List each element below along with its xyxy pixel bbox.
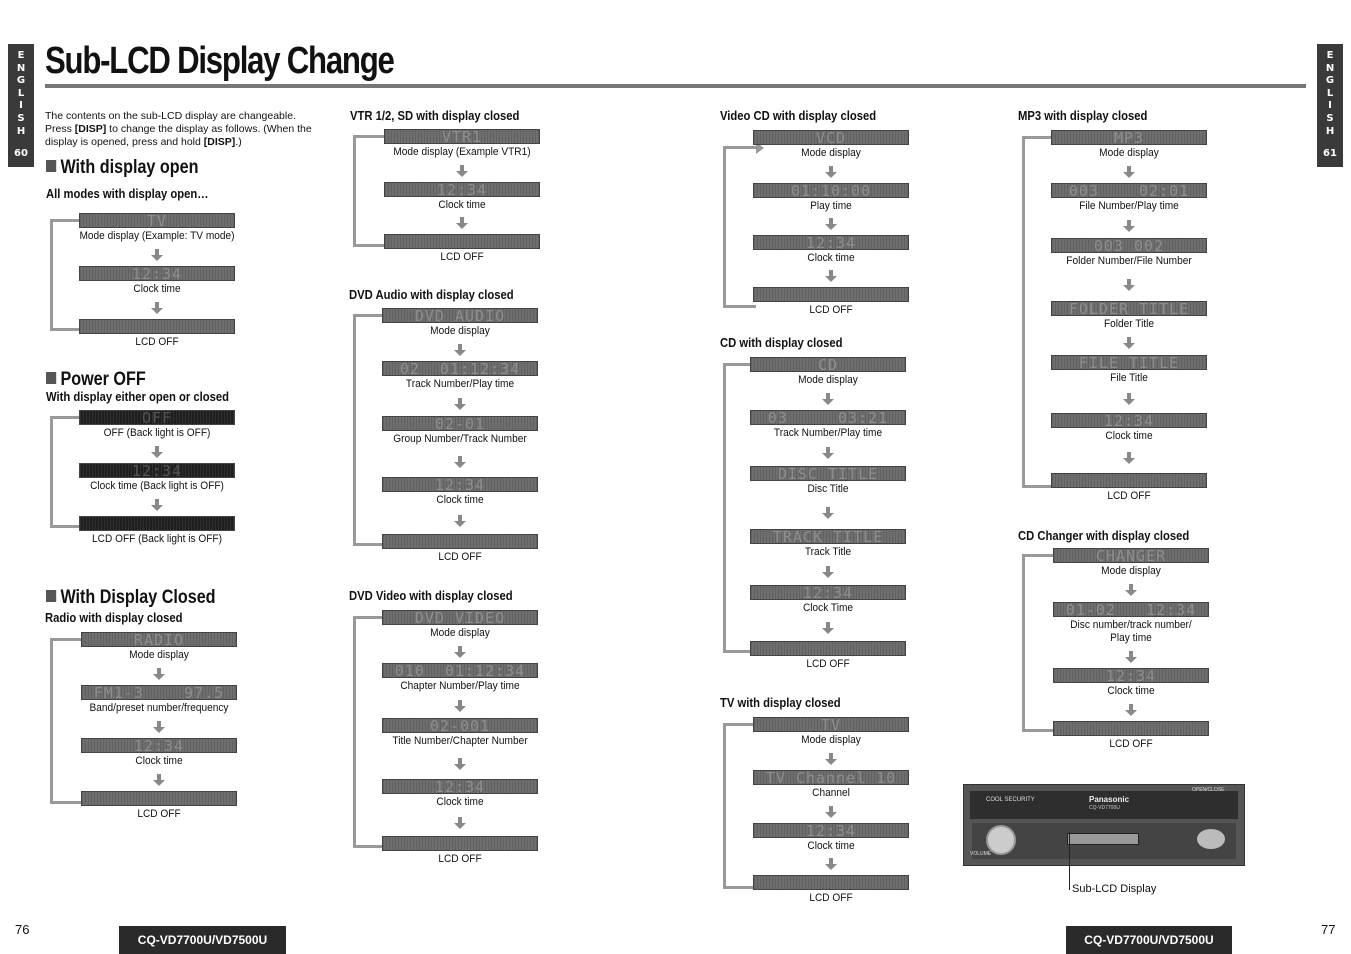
lcd-caption bbox=[72, 702, 247, 715]
caption-text: Clock time bbox=[1107, 685, 1155, 697]
lcd-caption bbox=[72, 649, 247, 662]
footer-model-left: CQ-VD7700U/VD7500U bbox=[119, 926, 286, 954]
lcd-display: 01:10:00 bbox=[753, 183, 909, 198]
loop-arrow-icon bbox=[50, 638, 85, 804]
caption-text: LCD OFF bbox=[135, 336, 179, 348]
lcd-display: TV bbox=[753, 717, 909, 732]
lcd-caption bbox=[744, 147, 919, 160]
lcd-display: DVD VIDEO bbox=[382, 610, 538, 625]
lcd-caption bbox=[72, 755, 247, 768]
down-arrow-icon bbox=[822, 622, 834, 634]
down-arrow-icon bbox=[825, 806, 837, 818]
unit-label: COOL SECURITY bbox=[986, 797, 1035, 803]
caption-text: LCD OFF bbox=[438, 551, 482, 563]
down-arrow-icon bbox=[151, 249, 163, 261]
tab-letter: H bbox=[1325, 125, 1335, 137]
tab-letter: G bbox=[16, 75, 26, 87]
caption-text: LCD OFF bbox=[440, 251, 484, 263]
square-bullet-icon bbox=[46, 372, 56, 384]
lcd-display: 12:34 bbox=[81, 738, 237, 753]
lcd-caption bbox=[741, 427, 916, 440]
lcd-caption bbox=[1044, 565, 1219, 578]
caption-text: Track Number/Play time bbox=[405, 378, 515, 390]
down-arrow-icon bbox=[1123, 279, 1135, 291]
caption-text: Track Title bbox=[804, 546, 852, 558]
caption-text: LCD OFF bbox=[806, 658, 850, 670]
down-arrow-icon bbox=[1123, 393, 1135, 405]
lcd-caption bbox=[373, 796, 548, 809]
lcd-caption bbox=[1042, 490, 1217, 503]
lcd-caption bbox=[373, 378, 548, 391]
tab-letter: S bbox=[17, 112, 25, 124]
lcd-display: FILE TITLE bbox=[1051, 355, 1207, 370]
lcd-caption bbox=[70, 533, 245, 546]
language-tab-right bbox=[1317, 44, 1343, 167]
lcd-caption bbox=[1042, 147, 1217, 160]
lcd-display bbox=[382, 836, 538, 851]
lcd-caption bbox=[373, 735, 548, 748]
intro-text bbox=[45, 110, 330, 149]
disp-key: [DISP] bbox=[203, 136, 236, 148]
lcd-display: TRACK TITLE bbox=[750, 529, 906, 544]
head-unit-illustration bbox=[963, 784, 1245, 866]
lcd-caption bbox=[1044, 619, 1219, 645]
lcd-caption bbox=[741, 546, 916, 559]
lcd-display: FOLDER TITLE bbox=[1051, 301, 1207, 316]
lcd-display: 010 01:12:34 bbox=[382, 663, 538, 678]
lcd-display bbox=[753, 287, 909, 302]
caption-text: Clock time bbox=[438, 199, 486, 211]
caption-text: Clock time bbox=[807, 840, 855, 852]
language-tab-letters bbox=[8, 50, 34, 138]
section-subheading: With display either open or closed bbox=[46, 390, 230, 404]
flow-title-dvdaudio: DVD Audio with display closed bbox=[349, 288, 514, 302]
lcd-caption bbox=[741, 602, 916, 615]
lcd-display: RADIO bbox=[81, 632, 237, 647]
down-arrow-icon bbox=[151, 302, 163, 314]
down-arrow-icon bbox=[454, 398, 466, 410]
lcd-display: CHANGER bbox=[1053, 548, 1209, 563]
caption-text: LCD OFF bbox=[809, 892, 853, 904]
caption-text: Mode display bbox=[129, 649, 189, 661]
flow-title-vcd: Video CD with display closed bbox=[720, 109, 877, 123]
unit-label: OPEN/CLOSE bbox=[1192, 787, 1225, 793]
caption-text: File Number/Play time bbox=[1079, 200, 1179, 212]
caption-text: Clock time bbox=[807, 252, 855, 264]
caption-text: Mode display bbox=[1101, 565, 1161, 577]
lcd-caption bbox=[744, 787, 919, 800]
down-arrow-icon bbox=[1125, 584, 1137, 596]
lcd-caption bbox=[744, 252, 919, 265]
lcd-display bbox=[384, 234, 540, 249]
caption-text: Folder Number/File Number bbox=[1066, 255, 1192, 267]
title-rule bbox=[45, 84, 1306, 88]
lcd-caption bbox=[1042, 318, 1217, 331]
caption-text: Mode display (Example VTR1) bbox=[393, 146, 531, 158]
lcd-display bbox=[79, 319, 235, 334]
lcd-display: TV Channel 10 bbox=[753, 770, 909, 785]
lcd-display bbox=[1053, 721, 1209, 736]
caption-text: LCD OFF bbox=[1109, 738, 1153, 750]
intro-line: display is opened, press and hold bbox=[45, 136, 204, 148]
footer-model-right: CQ-VD7700U/VD7500U bbox=[1066, 926, 1232, 954]
lcd-caption bbox=[1042, 255, 1217, 268]
sub-lcd-callout: Sub-LCD Display bbox=[1072, 883, 1157, 895]
lcd-caption bbox=[72, 808, 247, 821]
down-arrow-icon bbox=[454, 456, 466, 468]
down-arrow-icon bbox=[151, 446, 163, 458]
caption-text: Title Number/Chapter Number bbox=[392, 735, 528, 747]
lcd-display: 12:34 bbox=[382, 779, 538, 794]
lcd-caption bbox=[744, 892, 919, 905]
lcd-caption bbox=[741, 374, 916, 387]
lcd-caption bbox=[373, 853, 548, 866]
lcd-caption bbox=[373, 680, 548, 693]
intro-line: .) bbox=[235, 136, 242, 148]
lcd-caption bbox=[373, 494, 548, 507]
down-arrow-icon bbox=[1125, 651, 1137, 663]
tab-letter: L bbox=[1326, 87, 1334, 99]
language-tab-left bbox=[8, 44, 34, 167]
loop-arrow-icon bbox=[723, 723, 756, 889]
down-arrow-icon bbox=[454, 817, 466, 829]
section-subheading: All modes with display open… bbox=[46, 187, 209, 201]
down-arrow-icon bbox=[153, 774, 165, 786]
sub-lcd-window bbox=[1067, 833, 1139, 845]
page-tab-number: 60 bbox=[14, 148, 28, 159]
lcd-display: OFF bbox=[79, 410, 235, 425]
section-heading-power bbox=[46, 369, 146, 391]
lcd-caption bbox=[744, 840, 919, 853]
caption-text: Folder Title bbox=[1103, 318, 1155, 330]
lcd-caption bbox=[373, 325, 548, 338]
square-bullet-icon bbox=[46, 160, 56, 172]
lcd-display: VTR1 bbox=[384, 129, 540, 144]
lcd-display: 12:34 bbox=[79, 463, 235, 478]
caption-text: Mode display bbox=[430, 325, 490, 337]
lcd-caption bbox=[744, 304, 919, 317]
lcd-display: 03 03:21 bbox=[750, 410, 906, 425]
square-bullet-icon bbox=[46, 590, 56, 602]
tab-letter: L bbox=[17, 87, 25, 99]
lcd-display: DISC TITLE bbox=[750, 466, 906, 481]
callout-line bbox=[1069, 832, 1070, 890]
intro-line: The contents on the sub-LCD display are changeable. bbox=[45, 110, 296, 122]
caption-text: File Title bbox=[1110, 372, 1148, 384]
caption-text: Clock Time bbox=[802, 602, 854, 614]
lcd-caption bbox=[70, 230, 245, 243]
unit-label: VOLUME bbox=[970, 851, 992, 857]
lcd-display: 12:34 bbox=[382, 477, 538, 492]
caption-text: Clock time (Back light is OFF) bbox=[90, 480, 224, 492]
heading-text: Power OFF bbox=[60, 369, 146, 390]
down-arrow-icon bbox=[454, 344, 466, 356]
lcd-caption bbox=[375, 251, 550, 264]
down-arrow-icon bbox=[825, 753, 837, 765]
page-tab-number: 61 bbox=[1323, 148, 1337, 159]
lcd-display: 12:34 bbox=[1053, 668, 1209, 683]
lcd-caption bbox=[375, 146, 550, 159]
flow-title-mp3: MP3 with display closed bbox=[1018, 109, 1148, 123]
caption-text: LCD OFF (Back light is OFF) bbox=[92, 533, 222, 545]
lcd-caption bbox=[741, 658, 916, 671]
caption-text: Disc number/track number/ bbox=[1070, 619, 1192, 631]
lcd-caption bbox=[70, 283, 245, 296]
lcd-caption bbox=[1042, 430, 1217, 443]
lcd-caption bbox=[1042, 372, 1217, 385]
tab-letter: G bbox=[1325, 75, 1335, 87]
lcd-display: FM1-3 97.5 bbox=[81, 685, 237, 700]
down-arrow-icon bbox=[822, 566, 834, 578]
down-arrow-icon bbox=[454, 700, 466, 712]
lcd-caption bbox=[373, 433, 548, 446]
lcd-caption bbox=[744, 734, 919, 747]
lcd-display: 12:34 bbox=[753, 823, 909, 838]
flow-title-dvdvideo: DVD Video with display closed bbox=[349, 589, 513, 603]
heading-text: With Display Closed bbox=[60, 587, 216, 608]
caption-text: Clock time bbox=[436, 796, 484, 808]
down-arrow-icon bbox=[153, 721, 165, 733]
caption-text: Mode display bbox=[798, 374, 858, 386]
tab-letter: H bbox=[16, 125, 26, 137]
down-arrow-icon bbox=[151, 499, 163, 511]
caption-text: Disc Title bbox=[807, 483, 849, 495]
caption-text: Clock time bbox=[436, 494, 484, 506]
lcd-display: 12:34 bbox=[384, 182, 540, 197]
lcd-caption bbox=[70, 427, 245, 440]
unit-model: CQ-VD7700U bbox=[1089, 805, 1120, 811]
caption-text: Play time bbox=[1110, 632, 1152, 644]
down-arrow-icon bbox=[456, 165, 468, 177]
down-arrow-icon bbox=[1123, 337, 1135, 349]
lcd-display: 003 02:01 bbox=[1051, 183, 1207, 198]
down-arrow-icon bbox=[825, 218, 837, 230]
down-arrow-icon bbox=[825, 166, 837, 178]
flow-title-vtr: VTR 1/2, SD with display closed bbox=[350, 109, 520, 123]
section-heading-open bbox=[46, 157, 198, 179]
down-arrow-icon bbox=[454, 758, 466, 770]
intro-line: Press bbox=[45, 123, 75, 135]
down-arrow-icon bbox=[825, 270, 837, 282]
caption-text: Band/preset number/frequency bbox=[89, 702, 229, 714]
caption-text: Mode display (Example: TV mode) bbox=[79, 230, 235, 242]
caption-text: LCD OFF bbox=[137, 808, 181, 820]
lcd-display bbox=[753, 875, 909, 890]
lcd-caption bbox=[1044, 685, 1219, 698]
lcd-caption bbox=[70, 336, 245, 349]
lcd-display bbox=[81, 791, 237, 806]
page-title: Sub-LCD Display Change bbox=[45, 40, 394, 82]
flow-title-changer: CD Changer with display closed bbox=[1018, 529, 1190, 543]
caption-text: Mode display bbox=[1099, 147, 1159, 159]
lcd-display: 12:34 bbox=[1051, 413, 1207, 428]
caption-text: Mode display bbox=[430, 627, 490, 639]
heading-text: With display open bbox=[60, 157, 199, 178]
down-arrow-icon bbox=[456, 217, 468, 229]
unit-button-icon bbox=[1197, 829, 1225, 849]
caption-text: Group Number/Track Number bbox=[393, 433, 527, 445]
caption-text: Channel bbox=[812, 787, 850, 799]
down-arrow-icon bbox=[1125, 704, 1137, 716]
caption-text: Clock time bbox=[133, 283, 181, 295]
loop-arrow-icon bbox=[723, 146, 756, 308]
page-number-right: 77 bbox=[1321, 922, 1336, 937]
down-arrow-icon bbox=[1123, 452, 1135, 464]
lcd-caption bbox=[741, 483, 916, 496]
lcd-display bbox=[382, 534, 538, 549]
caption-text: Track Number/Play time bbox=[773, 427, 883, 439]
lcd-display: VCD bbox=[753, 130, 909, 145]
down-arrow-icon bbox=[822, 447, 834, 459]
caption-text: OFF (Back light is OFF) bbox=[103, 427, 211, 439]
lcd-display: 003 002 bbox=[1051, 238, 1207, 253]
tab-letter: N bbox=[16, 62, 26, 74]
down-arrow-icon bbox=[153, 668, 165, 680]
tab-letter: I bbox=[19, 100, 23, 112]
lcd-display: 12:34 bbox=[79, 266, 235, 281]
lcd-caption bbox=[375, 199, 550, 212]
caption-text: Clock time bbox=[135, 755, 183, 767]
caption-text: Clock time bbox=[1105, 430, 1153, 442]
lcd-caption bbox=[1044, 738, 1219, 751]
tab-letter: I bbox=[1328, 100, 1332, 112]
caption-text: Play time bbox=[810, 200, 852, 212]
down-arrow-icon bbox=[822, 507, 834, 519]
tab-letter: N bbox=[1325, 62, 1335, 74]
lcd-display: 02-01 bbox=[382, 416, 538, 431]
lcd-display bbox=[750, 641, 906, 656]
lcd-display: 12:34 bbox=[750, 585, 906, 600]
caption-text: LCD OFF bbox=[1107, 490, 1151, 502]
disp-key: [DISP] bbox=[74, 123, 107, 135]
intro-line: to change the display as follows. (When the bbox=[106, 123, 312, 135]
language-tab-letters bbox=[1317, 50, 1343, 138]
section-subheading: Radio with display closed bbox=[45, 611, 183, 625]
lcd-display: TV bbox=[79, 213, 235, 228]
lcd-display: CD bbox=[750, 357, 906, 372]
caption-text: Mode display bbox=[801, 147, 861, 159]
caption-text: Mode display bbox=[801, 734, 861, 746]
tab-letter: E bbox=[17, 50, 25, 61]
unit-brand: Panasonic bbox=[1089, 795, 1130, 804]
caption-text: LCD OFF bbox=[438, 853, 482, 865]
down-arrow-icon bbox=[1123, 166, 1135, 178]
down-arrow-icon bbox=[454, 646, 466, 658]
caption-text: Chapter Number/Play time bbox=[400, 680, 520, 692]
lcd-display: 12:34 bbox=[753, 235, 909, 250]
lcd-caption bbox=[70, 480, 245, 493]
lcd-display: 02-001 bbox=[382, 718, 538, 733]
page-number-left: 76 bbox=[15, 922, 30, 937]
tab-letter: S bbox=[1326, 112, 1334, 124]
lcd-display: 02 01:12:34 bbox=[382, 361, 538, 376]
down-arrow-icon bbox=[1123, 220, 1135, 232]
caption-text: LCD OFF bbox=[809, 304, 853, 316]
flow-title-cd: CD with display closed bbox=[720, 336, 843, 350]
down-arrow-icon bbox=[822, 393, 834, 405]
lcd-caption bbox=[744, 200, 919, 213]
tab-letter: E bbox=[1326, 50, 1334, 61]
lcd-display: DVD AUDIO bbox=[382, 308, 538, 323]
lcd-display bbox=[1051, 473, 1207, 488]
down-arrow-icon bbox=[825, 858, 837, 870]
flow-title-tv: TV with display closed bbox=[720, 696, 841, 710]
down-arrow-icon bbox=[454, 515, 466, 527]
lcd-display bbox=[79, 516, 235, 531]
lcd-display: 01-02 12:34 bbox=[1053, 602, 1209, 617]
lcd-caption bbox=[373, 551, 548, 564]
section-heading-closed bbox=[46, 587, 216, 609]
lcd-caption bbox=[373, 627, 548, 640]
lcd-display: MP3 bbox=[1051, 130, 1207, 145]
lcd-caption bbox=[1042, 200, 1217, 213]
